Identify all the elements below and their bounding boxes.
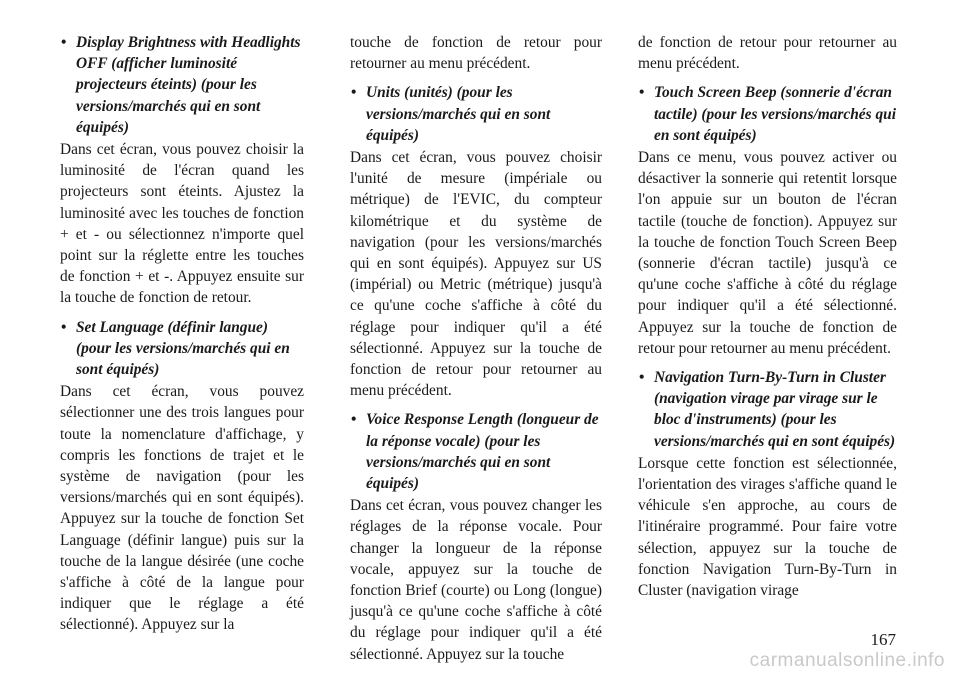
page-number: 167 <box>870 630 896 649</box>
watermark: carmanualsonline.info <box>749 650 945 671</box>
section-heading-units <box>350 82 602 146</box>
section-body-voice-response-length: Dans cet écran, vous pouvez changer les réglages de la réponse vocale. Pour changer la longueur de la réponse vocale, appuyez sur la touche de fonction Brief (courte) ou Long (longue) jusqu'à ce qu'une coche s'affiche à côté du réglage pour indiquer qu'il a été sélectionné. Appuyez sur la touche <box>350 497 602 663</box>
bullet-icon: • <box>61 318 67 336</box>
heading-text: Display Brightness with Headlights OFF (afficher luminosité projecteurs éteints) (pour les versions/marchés qui en sont équipés) <box>76 34 301 136</box>
heading-text: Voice Response Length (longueur de la réponse vocale) (pour les versions/marchés qui en sont équipés) <box>366 411 599 493</box>
section-heading-display-brightness <box>60 32 304 138</box>
section-body-set-language: Dans cet écran, vous pouvez sélectionner une des trois langues pour toute la nomenclature d'affichage, y compris les fonctions de trajet et le système de navigation (pour les versions/marchés qui en sont équipés). Appuyez sur la touche de fonction Set Language (définir langue) puis sur la touche de la langue désirée (une coche s'affiche à côté de la langue pour indiquer que le réglage a été sélectionné). Appuyez sur la <box>60 383 304 634</box>
section-body-touch-screen-beep: Dans ce menu, vous pouvez activer ou désactiver la sonnerie qui retentit lorsque l'on appuie sur un bouton de l'écran tactile (touche de fonction). Appuyez sur la touche de fonction Touch Screen Beep (sonnerie d'écran tactile) jusqu'à ce qu'une coche s'affiche à côté du réglage pour indiquer qu'il a été sélectionné. Appuyez sur la touche de fonction de retour pour retourner au menu précédent. <box>638 149 897 357</box>
section-heading-set-language <box>60 317 304 381</box>
column-1 <box>60 32 304 644</box>
heading-text: Touch Screen Beep (sonnerie d'écran tactile) (pour les versions/marchés qui en sont équipés) <box>654 84 896 144</box>
continued-text: touche de fonction de retour pour retourner au menu précédent. <box>350 34 602 73</box>
column-3 <box>638 32 897 604</box>
heading-text: Set Language (définir langue) (pour les versions/marchés qui en sont équipés) <box>76 318 290 379</box>
bullet-icon: • <box>61 34 67 51</box>
section-body-units: Dans cet écran, vous pouvez choisir l'unité de mesure (impériale ou métrique) de l'EVIC, du compteur kilométrique et du système de navigation (pour les versions/marchés qui en sont équipés). Appuyez sur US (impérial) ou Metric (métrique) jusqu'à ce qu'une coche s'affiche à côté du réglage pour indiquer qu'il a été sélectionné. Appuyez sur la touche de fonction de retour pour retourner au menu précédent. <box>350 149 602 400</box>
column-2 <box>350 32 602 673</box>
heading-text: Units (unités) (pour les versions/marchés qui en sont équipés) <box>366 84 551 144</box>
bullet-icon: • <box>351 411 357 429</box>
heading-text: Navigation Turn-By-Turn in Cluster (navigation virage par virage sur le bloc d'instruments) (pour les versions/marchés qui en sont équipés) <box>654 369 896 450</box>
continued-text: de fonction de retour pour retourner au menu précédent. <box>638 34 897 73</box>
section-body-navigation-turn-by-turn: Lorsque cette fonction est sélectionnée, l'orientation des virages s'affiche quand le véhicule s'en approche, au cours de l'itinéraire programmé. Pour faire votre sélection, appuyez sur la touche de fonction Navigation Turn-By-Turn in Cluster (navigation virage <box>638 454 897 600</box>
section-body-display-brightness: Dans cet écran, vous pouvez choisir la luminosité de l'écran quand les projecteurs sont éteints. Ajustez la luminosité avec les touches de fonction + et - ou sélectionnez n'importe quel point sur la réglette entre les touches de fonction + et -. Appuyez ensuite sur la touche de fonction de retour. <box>60 141 304 307</box>
bullet-icon: • <box>639 84 645 102</box>
bullet-icon: • <box>351 84 357 102</box>
bullet-icon: • <box>639 369 645 387</box>
section-heading-navigation-turn-by-turn <box>638 367 897 452</box>
section-heading-voice-response-length <box>350 409 602 494</box>
section-heading-touch-screen-beep <box>638 82 897 146</box>
